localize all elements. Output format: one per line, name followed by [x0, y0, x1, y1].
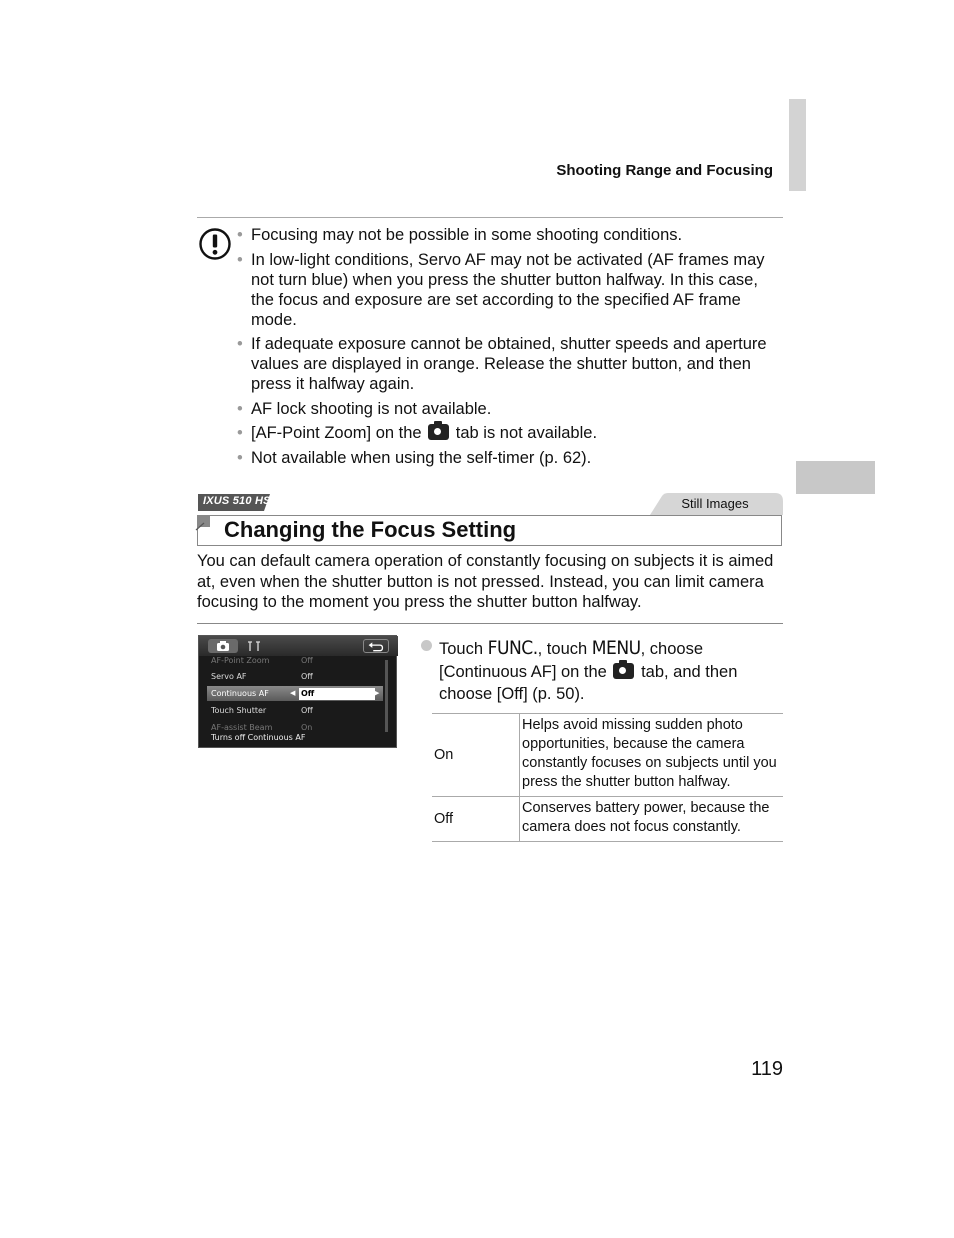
camera-tab-icon [613, 663, 634, 679]
camera-icon [208, 639, 238, 653]
return-icon [364, 641, 388, 653]
chapter-thumb-tab [796, 461, 875, 494]
screen-row-label: Servo AF [211, 672, 247, 681]
caution-item: • Focusing may not be possible in some shooting conditions. [237, 225, 777, 245]
screen-row-label: Continuous AF [211, 689, 269, 698]
caution-list [237, 225, 777, 472]
page-number: 119 [751, 1058, 783, 1080]
tools-icon [241, 639, 269, 653]
option-desc: Conserves battery power, because the camera does not focus constantly. [520, 797, 784, 842]
title-corner-mark [196, 515, 216, 531]
menu-label: MENU [591, 637, 641, 659]
step-instruction [439, 637, 784, 706]
screen-row-selected [207, 686, 383, 701]
screen-row-label: Touch Shutter [211, 706, 267, 715]
caution-item: • In low-light conditions, Servo AF may not be activated (AF frames may not turn blue) when you press the shutter button halfway. In this case, the focus and exposure are set according to the specified AF frame mode. [237, 250, 777, 330]
screen-scrollbar [385, 660, 388, 732]
table-row [432, 714, 783, 797]
option-desc: Helps avoid missing sudden photo opportunities, because the camera constantly focuses on subjects until you press the shutter button halfway. [520, 714, 784, 797]
screen-row [207, 653, 383, 668]
screen-camera-tab [208, 639, 238, 653]
still-images-label: Still Images [681, 496, 749, 511]
screen-row [207, 703, 383, 718]
caution-icon [198, 227, 232, 261]
screen-row-value: Off [301, 672, 313, 681]
intro-bottom-rule [197, 623, 783, 624]
option-key: Off [432, 797, 520, 842]
camera-menu-screenshot [198, 635, 397, 748]
screen-row-value: Off [301, 656, 313, 665]
screen-row-value: Off [301, 706, 313, 715]
option-key: On [432, 714, 520, 797]
step-text: tab, and then choose [Off] (p. 50). [439, 662, 738, 703]
caution-item [237, 423, 777, 443]
caution-item-text: [AF-Point Zoom] on the [251, 424, 422, 442]
screen-row-value: On [301, 723, 313, 732]
options-table [432, 713, 783, 842]
table-row [432, 797, 783, 842]
screen-row-label: AF-Point Zoom [211, 656, 270, 665]
model-badge-label: IXUS 510 HS [203, 495, 271, 507]
caution-item: • If adequate exposure cannot be obtained, shutter speeds and aperture values are displayed in orange. Release the shutter button, and then press it halfway again. [237, 334, 777, 394]
step-text: , touch [537, 640, 588, 658]
screen-row [207, 720, 383, 732]
caution-item: • Not available when using the self-timer (p. 62). [237, 448, 777, 468]
step-bullet [421, 640, 432, 651]
camera-tab-icon [428, 424, 449, 440]
right-arrow-icon: ▶ [374, 689, 380, 697]
caution-top-rule [197, 217, 783, 218]
chapter-edge-bar [789, 99, 806, 191]
screen-row-value: Off [299, 688, 375, 700]
step-text: Touch [439, 640, 484, 658]
func-label: FUNC. [487, 637, 538, 659]
section-intro: You can default camera operation of constantly focusing on subjects it is aimed at, even when the shutter button is not pressed. Instead, you can limit camera focusing to the moment you press the shutter button halfway. [197, 552, 774, 611]
screen-row [207, 669, 383, 684]
screen-tools-tab [241, 639, 269, 653]
caution-item: • AF lock shooting is not available. [237, 399, 777, 419]
caution-item-text: tab is not available. [455, 424, 598, 442]
screen-footer: Turns off Continuous AF [211, 733, 306, 742]
screen-row-label: AF-assist Beam [211, 723, 273, 732]
section-title: Changing the Focus Setting [224, 517, 517, 542]
step-text: , choose [Continuous AF] on the [439, 640, 704, 681]
screen-back-button [363, 639, 389, 653]
left-arrow-icon: ◀ [290, 689, 296, 697]
running-header: Shooting Range and Focusing [556, 162, 773, 179]
